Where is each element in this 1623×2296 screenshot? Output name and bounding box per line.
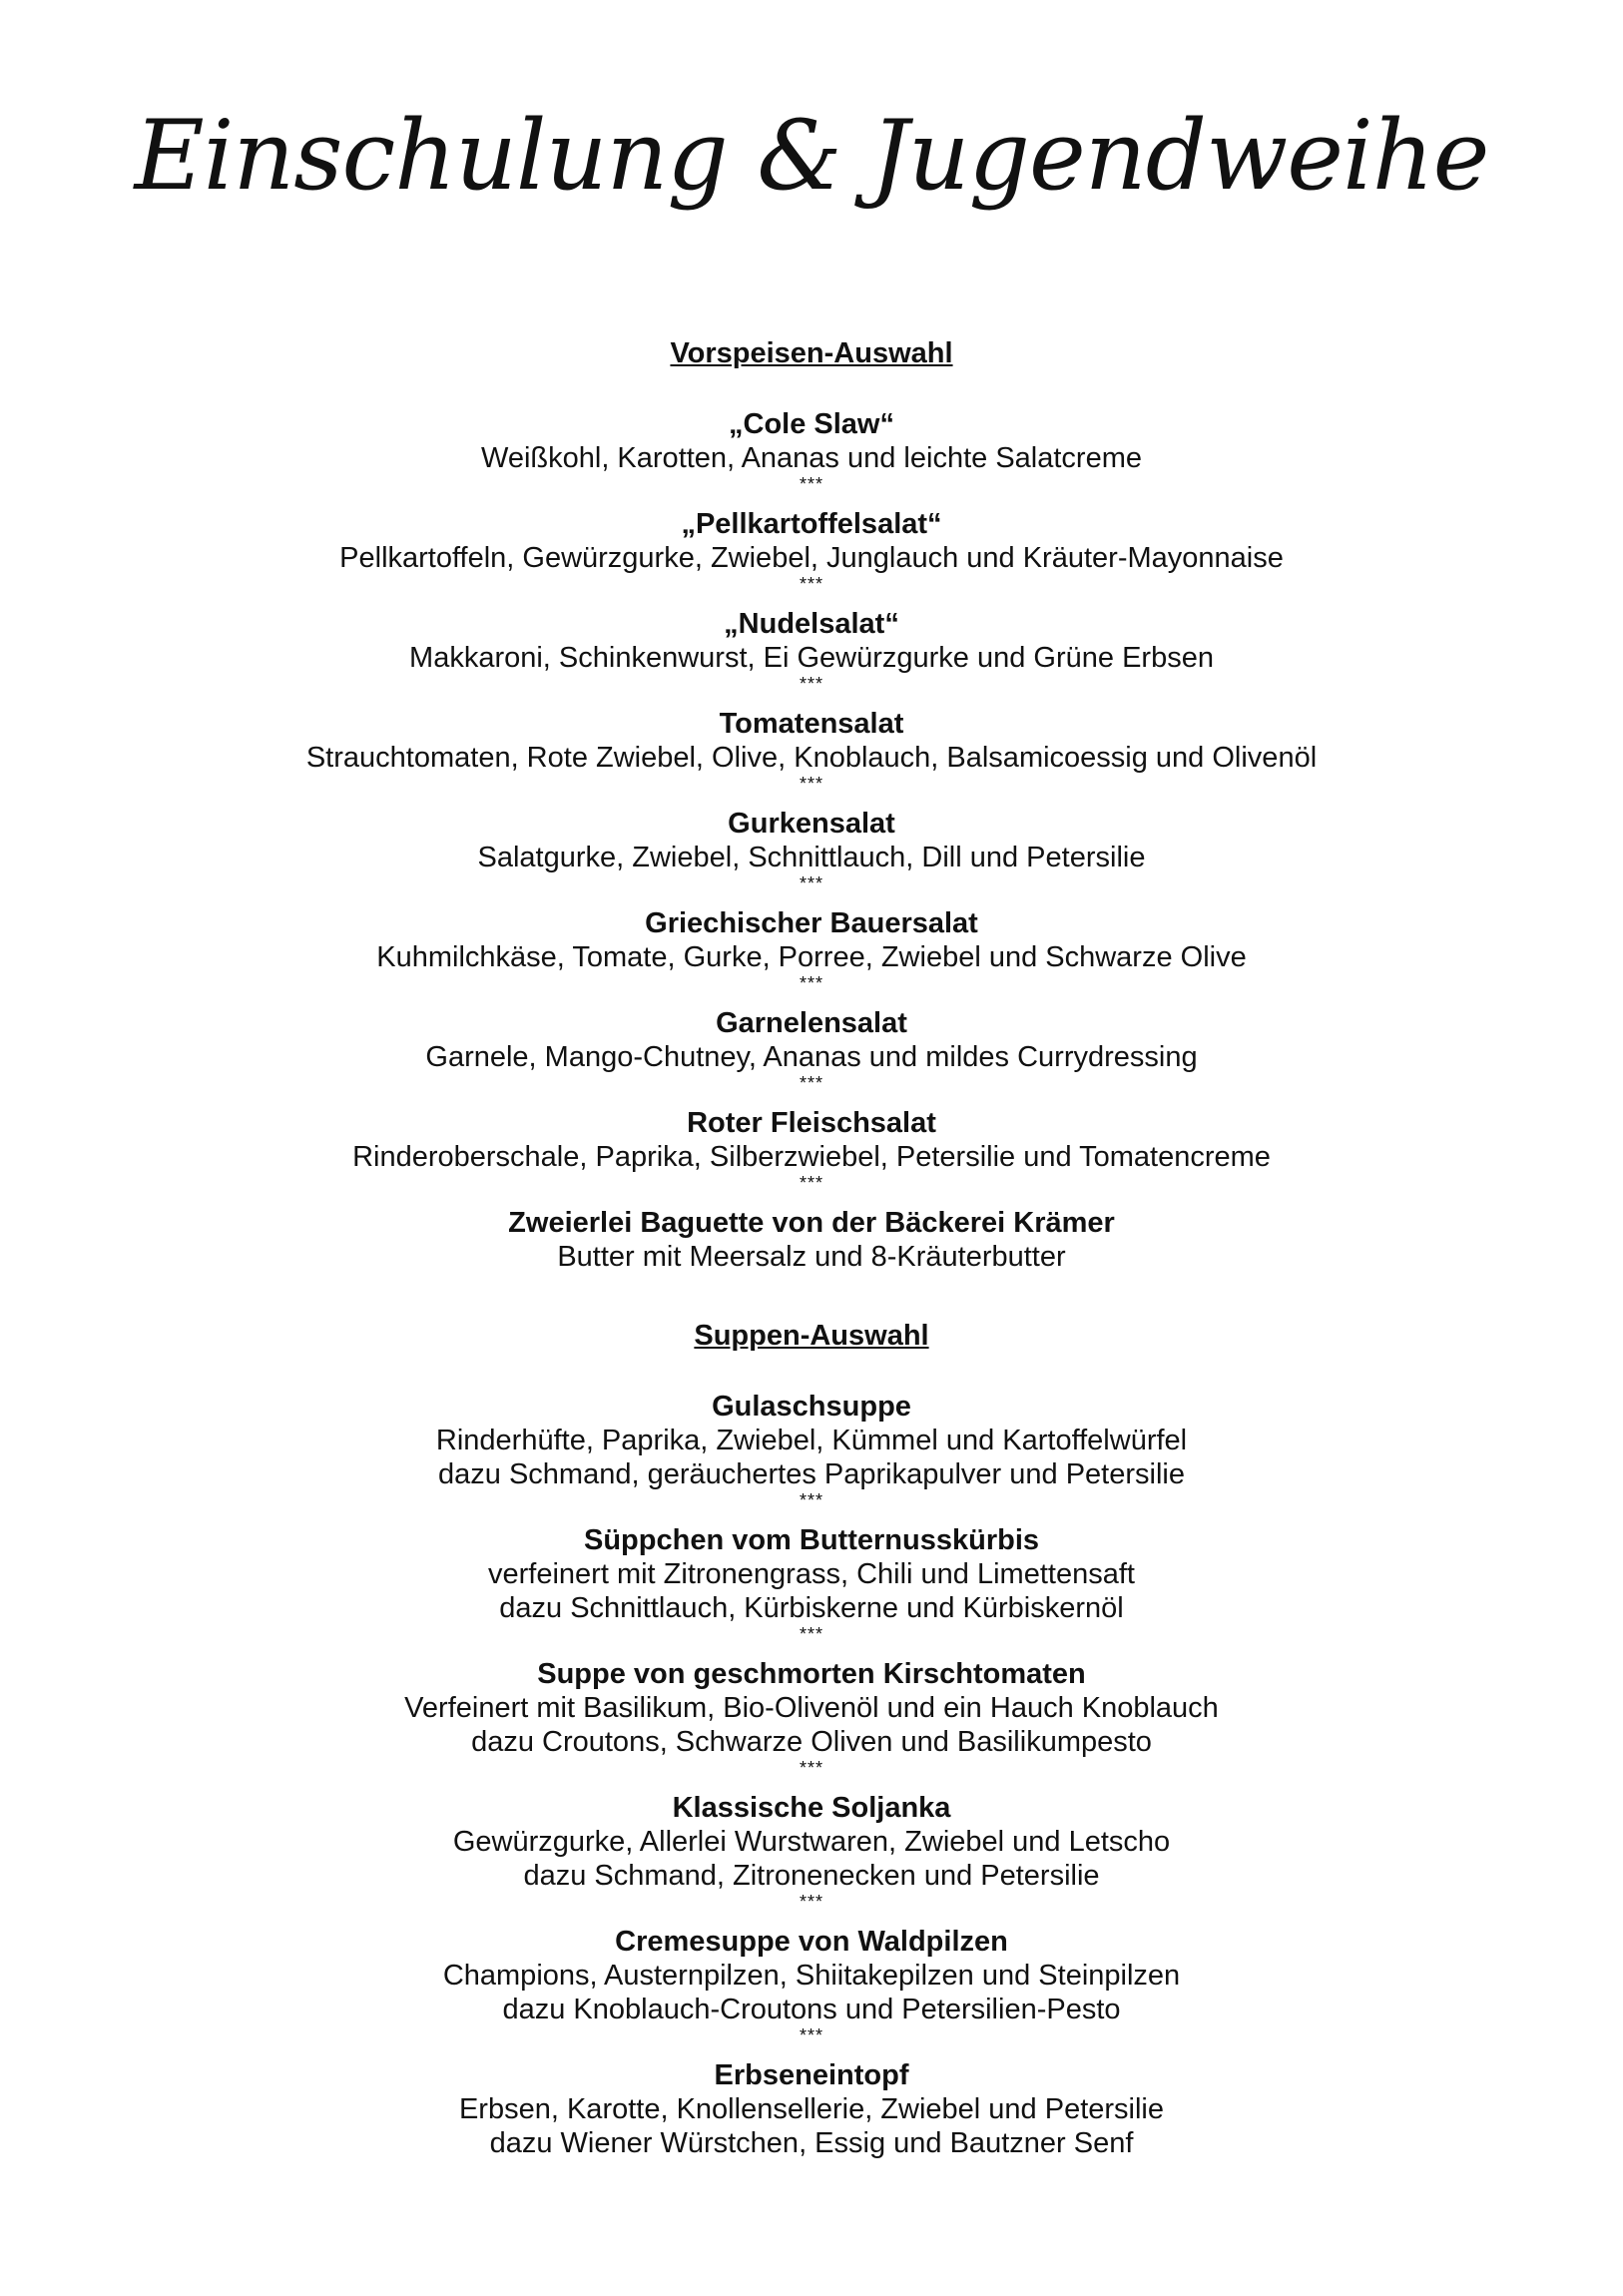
separator: ***	[799, 1624, 823, 1644]
section-heading: Vorspeisen-Auswahl	[670, 337, 953, 369]
separator: ***	[799, 2025, 823, 2045]
dish	[0, 707, 1623, 793]
dish	[0, 1390, 1623, 1509]
dish-name: „Pellkartoffelsalat“	[681, 508, 942, 540]
dish-description: Garnele, Mango-Chutney, Ananas und mildes Currydressing	[425, 1041, 1198, 1073]
dish	[0, 1106, 1623, 1192]
dish-description: Champions, Austernpilzen, Shiitakepilzen und Steinpilzen	[442, 1960, 1181, 1992]
dish-name: Tomatensalat	[719, 708, 904, 740]
dish-description: dazu Wiener Würstchen, Essig und Bautzner Senf	[489, 2127, 1134, 2159]
dish	[0, 1206, 1623, 1274]
separator: ***	[799, 474, 823, 494]
dish	[0, 2058, 1623, 2160]
spacer	[0, 371, 1623, 407]
dish-description: dazu Croutons, Schwarze Oliven und Basilikumpesto	[471, 1726, 1152, 1758]
dish-name: Gulaschsuppe	[712, 1391, 911, 1423]
dish-name: Erbseneintopf	[714, 2059, 909, 2091]
dish	[0, 1006, 1623, 1092]
dish	[0, 1523, 1623, 1643]
dish-description: Erbsen, Karotte, Knollensellerie, Zwiebel und Petersilie	[458, 2093, 1165, 2125]
separator: ***	[799, 1892, 823, 1912]
dish-name: Cremesuppe von Waldpilzen	[615, 1926, 1008, 1958]
spacer	[0, 1354, 1623, 1390]
separator: ***	[799, 1758, 823, 1778]
dish-name: Klassische Soljanka	[672, 1792, 951, 1824]
dish-description: Gewürzgurke, Allerlei Wurstwaren, Zwiebel und Letscho	[452, 1826, 1171, 1858]
separator: ***	[799, 574, 823, 594]
dish-description: verfeinert mit Zitronengrass, Chili und Limettensaft	[488, 1558, 1135, 1590]
separator: ***	[799, 1173, 823, 1193]
dish-name: „Cole Slaw“	[729, 408, 894, 440]
dish-description: dazu Schnittlauch, Kürbiskerne und Kürbiskernöl	[499, 1592, 1124, 1624]
menu-section-soups	[0, 1318, 1623, 2160]
dish-name: Zweierlei Baguette von der Bäckerei Krämer	[508, 1207, 1115, 1239]
menu-section-starters	[0, 335, 1623, 1274]
dish	[0, 1925, 1623, 2044]
dish-name: Roter Fleischsalat	[687, 1107, 936, 1139]
dish	[0, 507, 1623, 593]
separator: ***	[799, 774, 823, 794]
separator: ***	[799, 873, 823, 893]
dish-description: Makkaroni, Schinkenwurst, Ei Gewürzgurke und Grüne Erbsen	[409, 642, 1214, 674]
dish	[0, 906, 1623, 992]
page-title: Einschulung & Jugendweihe	[134, 100, 1489, 212]
dish-name: Süppchen vom Butternusskürbis	[583, 1524, 1039, 1556]
separator: ***	[799, 1490, 823, 1510]
dish-name: Garnelensalat	[716, 1007, 907, 1039]
separator: ***	[799, 674, 823, 694]
dish-description: Rinderhüfte, Paprika, Zwiebel, Kümmel und Kartoffelwürfel	[435, 1425, 1188, 1456]
dish-description: dazu Knoblauch-Croutons und Petersilien-Pesto	[502, 1994, 1121, 2025]
dish-description: dazu Schmand, geräuchertes Paprikapulver und Petersilie	[438, 1458, 1185, 1490]
dish	[0, 1791, 1623, 1911]
dish-description: dazu Schmand, Zitronenecken und Petersilie	[523, 1860, 1100, 1892]
dish-name: Griechischer Bauersalat	[645, 907, 978, 939]
dish	[0, 807, 1623, 892]
dish-description: Weißkohl, Karotten, Ananas und leichte Salatcreme	[480, 442, 1142, 474]
dish-name: „Nudelsalat“	[724, 608, 899, 640]
dish-description: Salatgurke, Zwiebel, Schnittlauch, Dill und Petersilie	[477, 842, 1146, 873]
dish	[0, 607, 1623, 693]
dish-name: Suppe von geschmorten Kirschtomaten	[537, 1658, 1086, 1690]
dish-name: Gurkensalat	[728, 808, 895, 840]
dish-description: Verfeinert mit Basilikum, Bio-Olivenöl und ein Hauch Knoblauch	[404, 1692, 1219, 1724]
section-heading: Suppen-Auswahl	[694, 1320, 929, 1352]
dish-description: Kuhmilchkäse, Tomate, Gurke, Porree, Zwiebel und Schwarze Olive	[376, 941, 1247, 973]
separator: ***	[799, 1073, 823, 1093]
dish	[0, 407, 1623, 493]
dish-description: Rinderoberschale, Paprika, Silberzwiebel, Petersilie und Tomatencreme	[352, 1141, 1271, 1173]
dish-description: Pellkartoffeln, Gewürzgurke, Zwiebel, Junglauch und Kräuter-Mayonnaise	[339, 542, 1284, 574]
dish	[0, 1657, 1623, 1777]
dish-description: Strauchtomaten, Rote Zwiebel, Olive, Knoblauch, Balsamicoessig und Olivenöl	[305, 742, 1318, 774]
separator: ***	[799, 973, 823, 993]
dish-description: Butter mit Meersalz und 8-Kräuterbutter	[557, 1241, 1066, 1273]
menu	[0, 335, 1623, 2160]
